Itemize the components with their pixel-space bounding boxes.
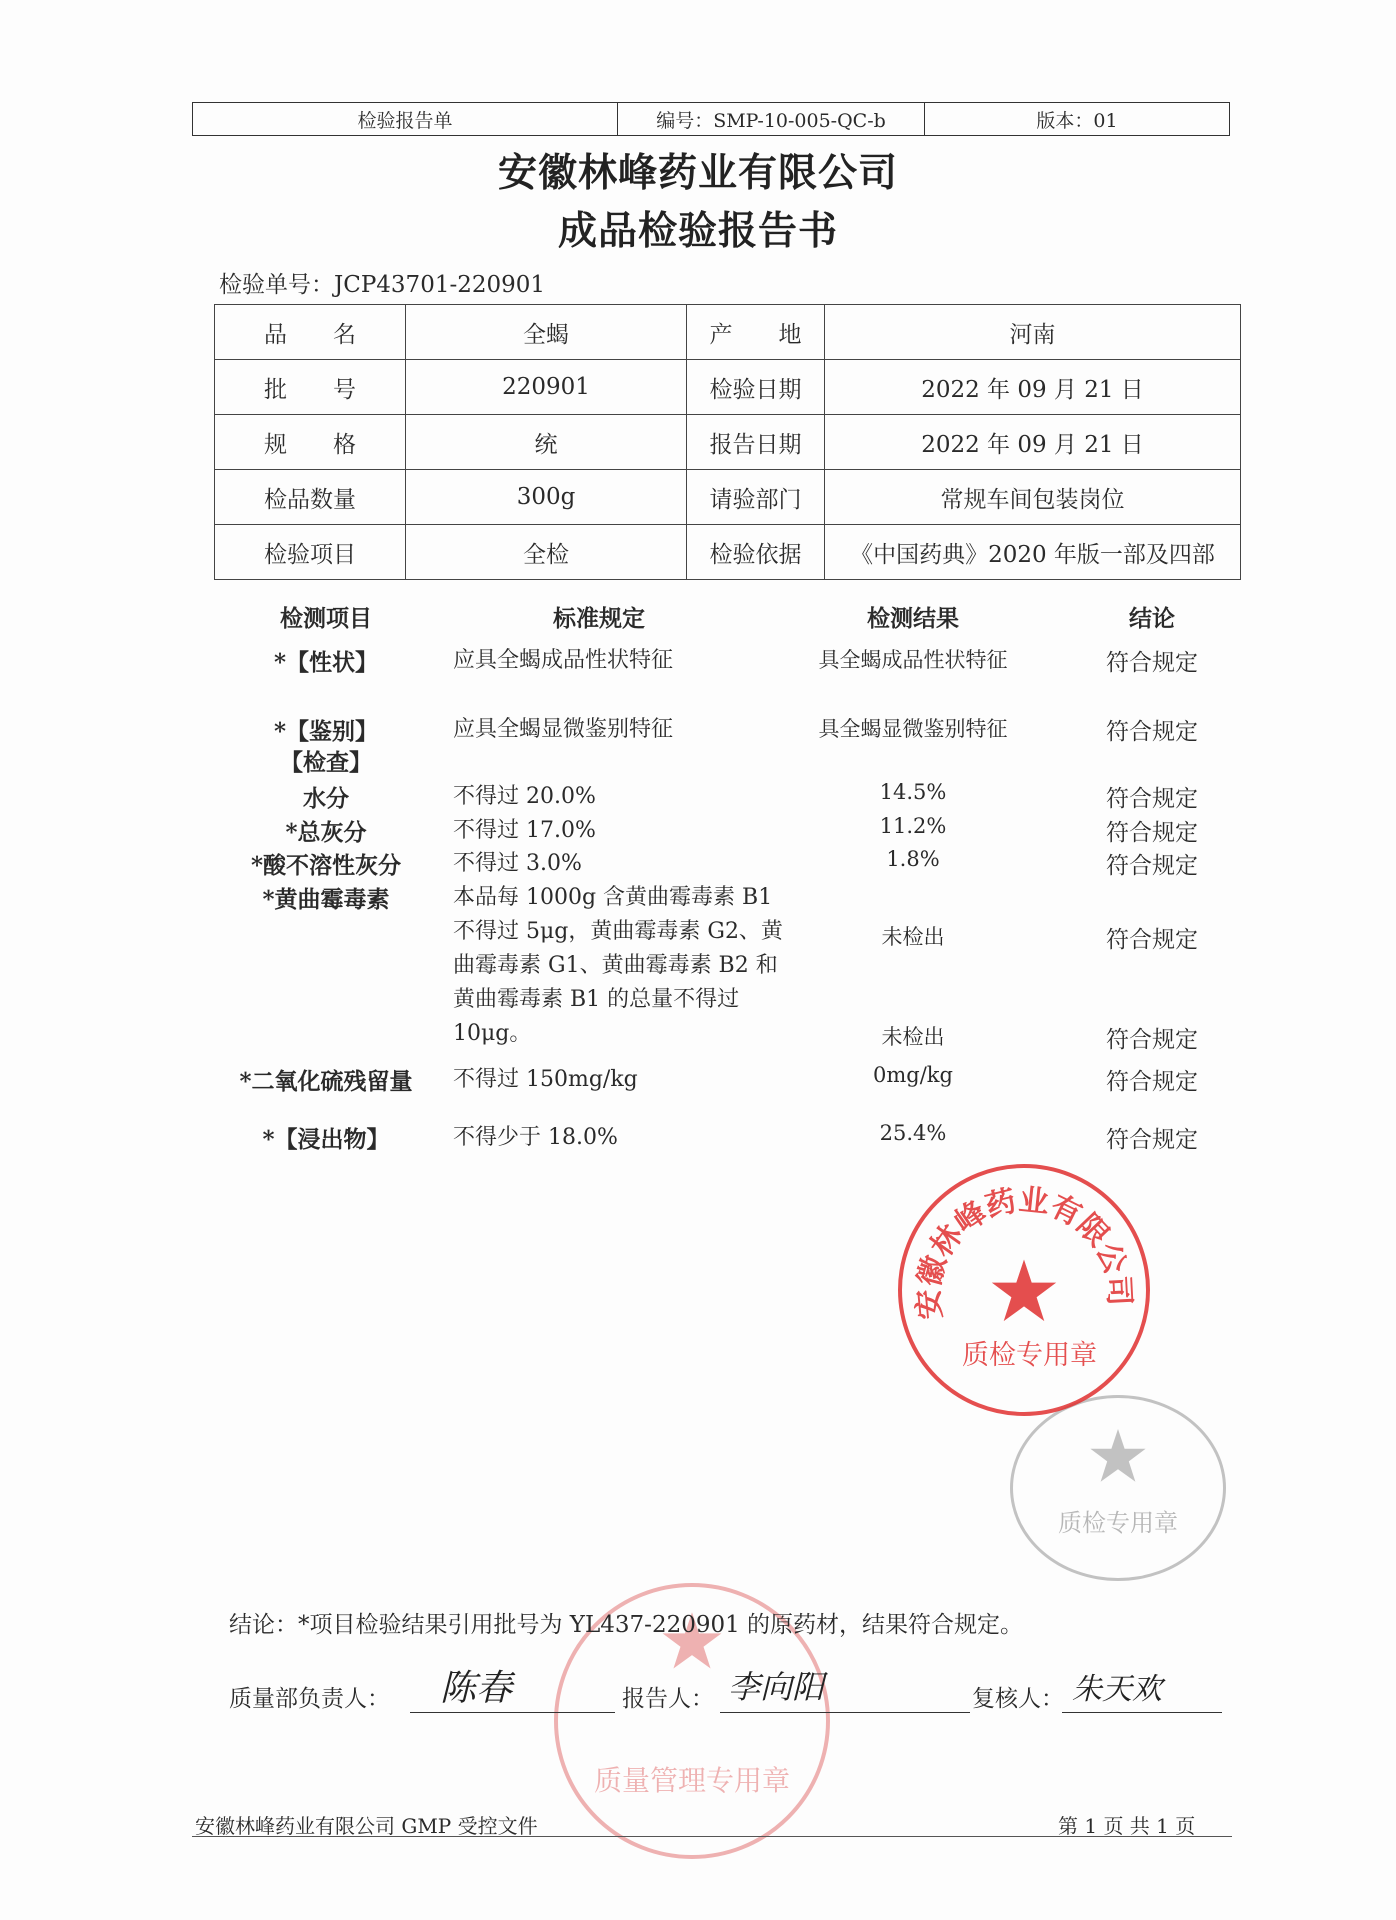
- info-value: 统: [406, 415, 687, 470]
- info-row: [215, 360, 1241, 415]
- result-conclusion: 符合规定: [1106, 853, 1198, 879]
- info-row: [215, 525, 1241, 580]
- qa-label: 质量部负责人：: [229, 1686, 390, 1712]
- result-conclusion: 符合规定: [1106, 1027, 1198, 1053]
- col-header-standard: 标准规定: [553, 605, 645, 632]
- info-value: 2022 年 09 月 21 日: [825, 360, 1241, 415]
- result-conclusion: 符合规定: [1106, 719, 1198, 745]
- col-header-item: 检测项目: [280, 605, 372, 632]
- result-item: *黄曲霉毒素: [262, 886, 390, 913]
- conclusion-text: 结论：*项目检验结果引用批号为 YL437-220901 的原药材，结果符合规定。: [229, 1612, 1024, 1638]
- result-conclusion: 符合规定: [1106, 820, 1198, 846]
- col-header-conclusion: 结论: [1129, 605, 1175, 632]
- result-conclusion: 符合规定: [1106, 1069, 1198, 1095]
- result-value: 0mg/kg: [873, 1063, 953, 1087]
- result-value: 未检出: [881, 925, 945, 949]
- result-value: 具全蝎成品性状特征: [818, 648, 1008, 672]
- result-conclusion: 符合规定: [1106, 927, 1198, 953]
- result-item: 【检查】: [280, 749, 372, 776]
- result-item: *总灰分: [285, 819, 367, 846]
- result-item: *二氧化硫残留量: [239, 1068, 413, 1095]
- result-value: 未检出: [881, 1025, 945, 1049]
- info-label: 批 号: [215, 360, 406, 415]
- info-label: 检品数量: [215, 470, 406, 525]
- info-row: [215, 470, 1241, 525]
- info-row: [215, 415, 1241, 470]
- result-value: 1.8%: [886, 847, 940, 871]
- form-name: 检验报告单: [193, 103, 618, 136]
- info-value: 全蝎: [406, 305, 687, 360]
- info-value: 300g: [406, 470, 687, 525]
- result-conclusion: 符合规定: [1106, 786, 1198, 812]
- document-title: 成品检验报告书: [557, 208, 838, 254]
- info-value: 2022 年 09 月 21 日: [825, 415, 1241, 470]
- result-conclusion: 符合规定: [1106, 650, 1198, 676]
- result-standard: 不得过 20.0%: [453, 784, 596, 809]
- result-item: 水分: [303, 785, 349, 812]
- result-standard: 不得过 3.0%: [453, 851, 582, 876]
- header-table: [192, 102, 1230, 136]
- result-standard: 不得过 150mg/kg: [453, 1067, 638, 1092]
- info-value: 全检: [406, 525, 687, 580]
- info-label: 产 地: [687, 305, 825, 360]
- info-label: 规 格: [215, 415, 406, 470]
- qa-signature: 陈春: [440, 1668, 513, 1709]
- result-standard: 应具全蝎成品性状特征: [453, 648, 674, 673]
- result-standard: 不得少于 18.0%: [453, 1125, 618, 1150]
- reporter-signature: 李向阳: [728, 1668, 825, 1706]
- result-conclusion: 符合规定: [1106, 1127, 1198, 1153]
- result-value: 11.2%: [879, 814, 947, 838]
- result-standard: 不得过 17.0%: [453, 818, 596, 843]
- info-value: 河南: [825, 305, 1241, 360]
- star-icon: [989, 1256, 1059, 1326]
- info-value: 220901: [406, 360, 687, 415]
- star-icon: [1088, 1426, 1148, 1486]
- company-name: 安徽林峰药业有限公司: [497, 150, 898, 196]
- info-value: 《中国药典》2020 年版一部及四部: [825, 525, 1241, 580]
- result-item: *酸不溶性灰分: [250, 852, 402, 879]
- qc-red-stamp: [898, 1164, 1150, 1416]
- result-standard: 应具全蝎显微鉴别特征: [453, 717, 674, 742]
- info-label: 请验部门: [687, 470, 825, 525]
- reporter-label: 报告人：: [622, 1686, 714, 1712]
- qc-grey-stamp: [1010, 1395, 1226, 1581]
- result-value: 25.4%: [879, 1121, 947, 1145]
- stamp-label: 质量管理专用章: [594, 1764, 791, 1797]
- result-standard: 本品每 1000g 含黄曲霉毒素 B1 不得过 5μg，黄曲霉毒素 G2、黄曲霉毒素 G1、黄曲霉毒素 B2 和黄曲霉毒素 B1 的总量不得过 10μg。: [453, 885, 783, 1046]
- col-header-result: 检测结果: [867, 605, 959, 632]
- result-value: 具全蝎显微鉴别特征: [818, 717, 1008, 741]
- info-label: 检验项目: [215, 525, 406, 580]
- info-label: 品 名: [215, 305, 406, 360]
- result-item: *【浸出物】: [262, 1126, 390, 1153]
- info-label: 检验依据: [687, 525, 825, 580]
- result-item: *【鉴别】: [273, 718, 379, 745]
- reviewer-label: 复核人：: [972, 1686, 1064, 1712]
- footer-left: 安徽林峰药业有限公司 GMP 受控文件: [195, 1814, 538, 1838]
- footer-page: 第 1 页 共 1 页: [1058, 1814, 1196, 1838]
- result-item: *【性状】: [273, 649, 379, 676]
- reviewer-signature: 朱天欢: [1072, 1672, 1162, 1707]
- document-code: 编号：SMP-10-005-QC-b: [618, 103, 925, 136]
- result-value: 14.5%: [879, 780, 947, 804]
- stamp-label: 质检专用章: [1058, 1509, 1178, 1537]
- info-label: 报告日期: [687, 415, 825, 470]
- report-number: 检验单号：JCP43701-220901: [219, 272, 546, 298]
- info-table: [214, 304, 1241, 580]
- info-value: 常规车间包装岗位: [825, 470, 1241, 525]
- info-label: 检验日期: [687, 360, 825, 415]
- version: 版本：01: [925, 103, 1230, 136]
- stamp-label: 质检专用章: [962, 1340, 1097, 1371]
- info-row: [215, 305, 1241, 360]
- svg-text:安徽林峰药业有限公司: 安徽林峰药业有限公司: [911, 1182, 1137, 1321]
